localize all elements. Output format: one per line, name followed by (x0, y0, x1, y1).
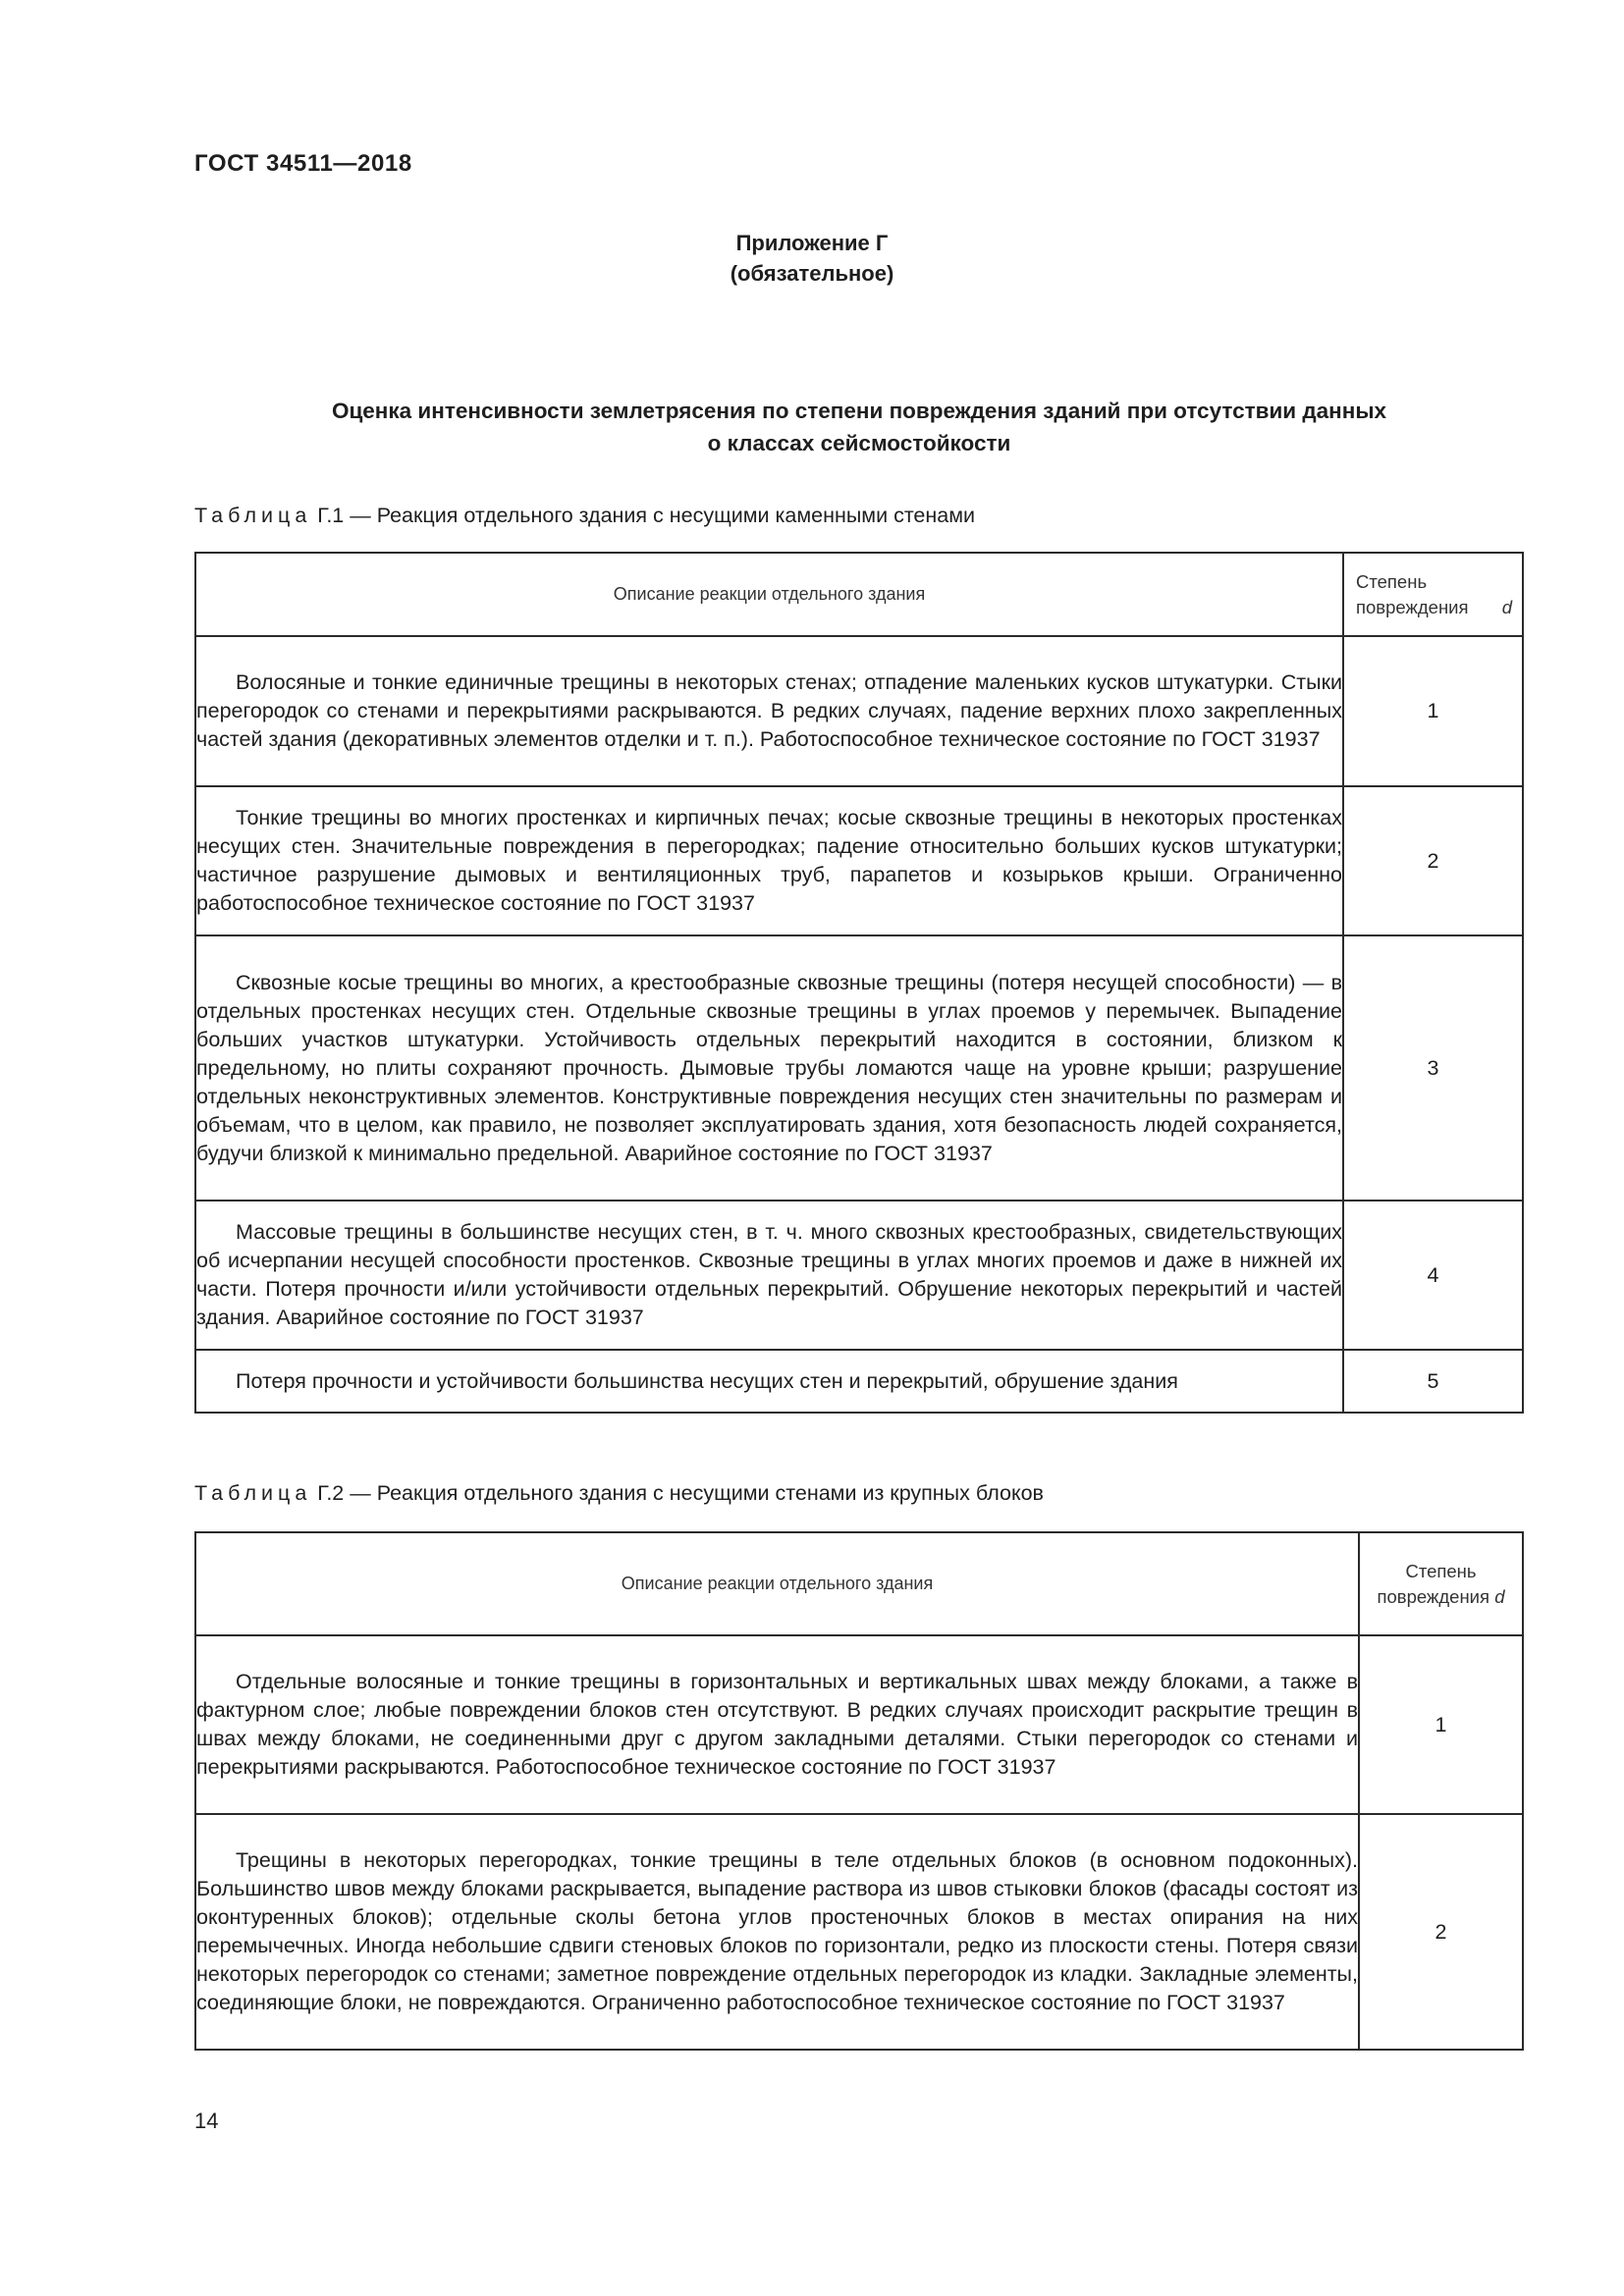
row-description-text: Сквозные косые трещины во многих, а крестообразные сквозные трещины (потеря несущей способности) — в отдельных простенках несущих стен. Отдельные сквозные трещины в углах проемов у перемычек. Выпадение больших участков штукатурки. Устойчивость отдельных перекрытий находится в состоянии, близком к предельному, но плиты сохраняют прочность. Дымовые трубы ломаются чаще на уровне крыши; разрушение отдельных неконструктивных элементов. Конструктивные повреждения несущих стен значительны по размерам и объемам, что в целом, как правило, не позволяет эксплуатировать здания, хотя безопасность людей сохраняется, будучи близкой к минимально предельной. Аварийное состояние по ГОСТ 31937 (196, 970, 1342, 1165)
table-row (195, 1635, 1523, 1814)
table-1 (194, 552, 1524, 1414)
table-1-caption-word: Таблица (194, 504, 312, 527)
table-2-row-2-degree: 2 (1359, 1814, 1523, 2050)
table-1-header-degree (1343, 553, 1523, 636)
table-row (195, 636, 1523, 786)
appendix-status: (обязательное) (730, 261, 894, 286)
table-1-header-degree-label: Степень повреждения (1356, 570, 1469, 617)
table-2 (194, 1531, 1524, 2051)
table-1-row-2-description (195, 786, 1343, 935)
table-1-caption (194, 501, 975, 530)
table-1-caption-text: Г.1 — Реакция отдельного здания с несущими каменными стенами (317, 504, 976, 527)
table-row (195, 935, 1523, 1201)
row-description-text: Тонкие трещины во многих простенках и кирпичных печах; косые сквозные трещины в некоторых простенках несущих стен. Значительные повреждения в перегородках; падение относительно больших кусков штукатурки; частичное разрушение дымовых и вентиляционных труб, парапетов и козырьков крыши. Ограниченно работоспособное техническое состояние по ГОСТ 31937 (196, 806, 1342, 915)
table-1-row-5-degree: 5 (1343, 1350, 1523, 1413)
table-2-header-description: Описание реакции отдельного здания (195, 1532, 1359, 1635)
table-2-caption-word: Таблица (194, 1481, 312, 1505)
table-row (195, 1201, 1523, 1350)
row-description-text: Отдельные волосяные и тонкие трещины в горизонтальных и вертикальных швах между блоками, а также в фактурном слое; любые повреждении блоков стен отсутствуют. В редких случаях происходит раскрытие трещин в швах между блоками, не соединенными друг с другом закладными деталями. Стыки перегородок со стенами и перекрытиями раскрываются. Работоспособное техническое состояние по ГОСТ 31937 (196, 1670, 1358, 1779)
document-code: ГОСТ 34511—2018 (194, 150, 412, 177)
section-heading-line-2: о классах сейсмостойкости (707, 431, 1011, 455)
row-description-text: Массовые трещины в большинстве несущих стен, в т. ч. много сквозных крестообразных, свидетельствующих об исчерпании несущей способности простенков. Сквозные трещины в углах многих проемов и даже в нижней их части. Потеря прочности и/или устойчивости отдельных перекрытий. Обрушение некоторых перекрытий и частей здания. Аварийное состояние по ГОСТ 31937 (196, 1220, 1342, 1329)
table-1-header-row (195, 553, 1523, 636)
table-2-row-1-degree: 1 (1359, 1635, 1523, 1814)
table-2-caption (194, 1478, 1044, 1508)
section-heading (187, 395, 1532, 459)
table-1-row-1-degree: 1 (1343, 636, 1523, 786)
table-2-header-row (195, 1532, 1523, 1635)
table-1-row-4-description (195, 1201, 1343, 1350)
section-heading-line-1: Оценка интенсивности землетрясения по степени повреждения зданий при отсутствии данных (331, 399, 1387, 423)
table-row (195, 786, 1523, 935)
table-1-row-3-description (195, 935, 1343, 1201)
table-row (195, 1350, 1523, 1413)
appendix-title: Приложение Г (735, 231, 889, 255)
table-2-row-1-description (195, 1635, 1359, 1814)
page-number: 14 (194, 2109, 219, 2133)
table-2-header-degree-label: Степень повреждения (1377, 1560, 1490, 1607)
row-description-text: Волосяные и тонкие единичные трещины в некоторых стенах; отпадение маленьких кусков штукатурки. Стыки перегородок со стенами и перекрытиями раскрываются. В редких случаях, падение верхних плохо закрепленных частей здания (декоративных элементов отделки и т. п.). Работоспособное техническое состояние по ГОСТ 31937 (196, 670, 1342, 751)
table-2-row-2-description (195, 1814, 1359, 2050)
table-2-caption-text: Г.2 — Реакция отдельного здания с несущими стенами из крупных блоков (317, 1481, 1044, 1505)
table-1-row-3-degree: 3 (1343, 935, 1523, 1201)
table-1-row-5-description (195, 1350, 1343, 1413)
table-2-header-degree (1359, 1532, 1523, 1635)
table-1-row-2-degree: 2 (1343, 786, 1523, 935)
table-1-header-degree-variable: d (1501, 596, 1512, 617)
table-1-row-1-description (195, 636, 1343, 786)
table-2-header-degree-variable: d (1494, 1585, 1505, 1607)
table-1-header-description: Описание реакции отдельного здания (195, 553, 1343, 636)
table-row (195, 1814, 1523, 2050)
row-description-text: Трещины в некоторых перегородках, тонкие трещины в теле отдельных блоков (в основном подоконных). Большинство швов между блоками раскрывается, выпадение раствора из швов стыковки блоков (фасады состоят из оконтуренных блоков); отдельные сколы бетона углов простеночных блоков в местах опирания на них перемычечных. Иногда небольшие сдвиги стеновых блоков по горизонтали, редко из плоскости стены. Потеря связи некоторых перегородок со стенами; заметное повреждение отдельных перегородок из кладки. Закладные элементы, соединяющие блоки, не повреждаются. Ограниченно работоспособное техническое состояние по ГОСТ 31937 (196, 1848, 1358, 2014)
row-description-text: Потеря прочности и устойчивости большинства несущих стен и перекрытий, обрушение здания (236, 1368, 1178, 1393)
table-1-row-4-degree: 4 (1343, 1201, 1523, 1350)
